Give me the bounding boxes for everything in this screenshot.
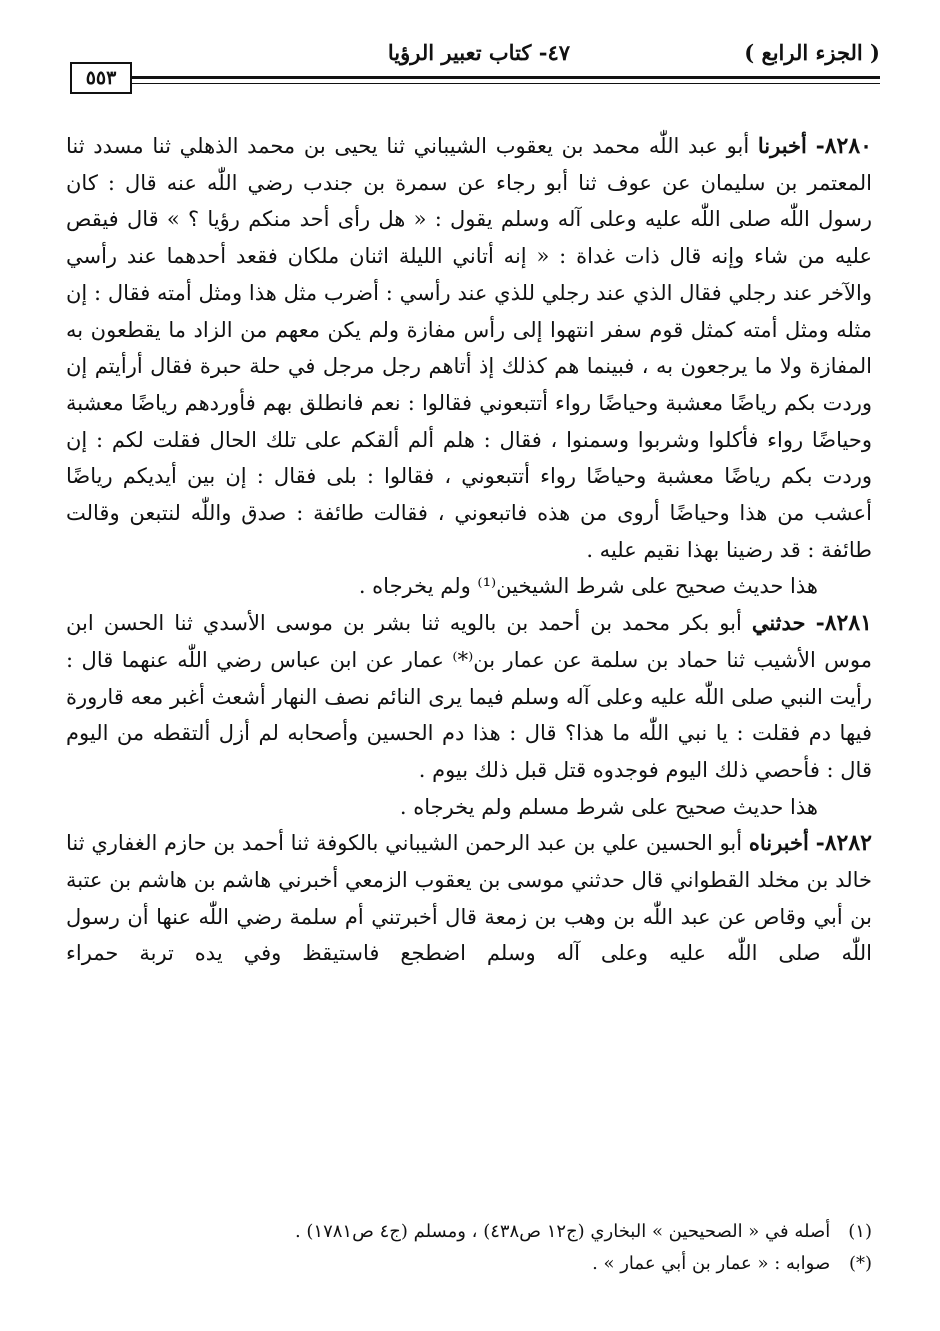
hadith-number: ٨٢٨٢- <box>815 830 872 857</box>
footnote-marker: (*) <box>848 1253 872 1274</box>
footnote-marker: (١) <box>848 1221 872 1242</box>
hadith-text: أبو عبد اللّٰه محمد بن يعقوب الشيباني ثنا يحيى بن محمد الذهلي ثنا مسدد ثنا المعتمر بن سليمان عن عوف ثنا أبو رجاء عن سمرة بن جندب رضي اللّٰه عنه قال : كان رسول اللّٰه صلى اللّٰه عليه وعلى آله وسلم يقول : « هل رأى أحد منكم رؤيا ؟ » قال فيقص عليه من شاء وإنه قال ذات غداة : « إنه أتاني الليلة اثنان ملكان فقعد أحدهما عند رأسي والآخر عند رجلي فقال الذي عند رجلي للذي عند رأسي : أضرب مثل هذا ومثل أمته فقال : إن مثله ومثل أمته كمثل قوم سفر انتهوا إلى رأس مفازة ولم يكن معهم من الزاد ما يقطعون به المفازة ولا ما يرجعون به ، فبينما هم كذلك إذ أتاهم رجل مرجل في حلة حبرة فقال أرأيتم إن وردت بكم رياضًا معشبة وحياضًا رواء أتتبعوني فقالوا : نعم فانطلق بهم فأوردهم رياضًا معشبة وحياضًا رواء فأكلوا وشربوا وسمنوا ، فقال : هلم ألم ألقكم على تلك الحال فقلت لكم : إن وردت بكم رياضًا معشبة وحياضًا رواء أتتبعوني ، فقالوا : بلى فقال : إن بين أيديكم رياضًا أعشب من هذا وحياضًا أروى من هذه فاتبعوني ، فقالت طائفة : صدق واللّٰه لنتبعن وقالت طائفة : قد رضينا بهذا نقيم عليه . <box>66 134 872 562</box>
header-rule-thick <box>130 76 880 79</box>
hadith-8281 <box>66 605 872 789</box>
narration-verb: حدثني <box>751 610 806 636</box>
running-header <box>60 38 880 89</box>
narration-verb: أخبرناه <box>748 830 809 856</box>
header-rule-thin <box>130 83 880 84</box>
footnote-1 <box>66 1216 872 1248</box>
chapter-title: ٤٧- كتاب تعبير الرؤيا <box>387 40 570 65</box>
footnote-star <box>66 1248 872 1280</box>
footnote-text: صوابه : « عمار بن أبي عمار » . <box>592 1253 831 1274</box>
footnotes <box>66 1216 872 1280</box>
hadith-8282 <box>66 825 872 972</box>
footnote-text: أصله في « الصحيحين » البخاري (ج١٢ ص٤٣٨) ، ومسلم (ج٤ ص١٧٨١) . <box>294 1221 831 1242</box>
hadith-text: أبو بكر محمد بن أحمد بن بالويه ثنا بشر بن موسى الأسدي ثنا الحسن ابن موس الأشيب ثنا حماد بن سلمة عن عمار بن⁽*⁾ عمار عن ابن عباس رضي اللّٰه عنهما قال : رأيت النبي صلى اللّٰه عليه وعلى آله وسلم فيما يرى النائم نصف النهار أشعث أغبر معه قارورة فيها دم فقلت : يا نبي اللّٰه ما هذا؟ قال : هذا دم الحسين وأصحابه لم أزل ألتقطه من اليوم قال : فأحصي ذلك اليوم فوجدوه قتل قبل ذلك بيوم . <box>66 611 872 782</box>
hadith-number: ٨٢٨١- <box>815 610 872 637</box>
hadith-grading: هذا حديث صحيح على شرط مسلم ولم يخرجاه . <box>399 794 818 819</box>
page-number: ٥٥٣ <box>70 62 132 94</box>
hadith-grading: هذا حديث صحيح على شرط الشيخين⁽¹⁾ ولم يخرجاه . <box>358 574 818 599</box>
volume-title: ( الجزء الرابع ) <box>744 40 880 65</box>
hadith-text: أبو الحسين علي بن عبد الرحمن الشيباني بالكوفة ثنا أحمد بن حازم الغفاري ثنا خالد بن مخلد القطواني قال حدثني موسى بن يعقوب الزمعي أخبرني هاشم بن هاشم بن عتبة بن أبي وقاص عن عبد اللّٰه بن وهب بن زمعة قال أخبرتني أم سلمة رضي اللّٰه عنها أن رسول اللّٰه صلى اللّٰه عليه وعلى آله وسلم اضطجع فاستيقظ وفي يده تربة حمراء <box>66 831 872 966</box>
hadith-8280 <box>66 128 872 568</box>
narration-verb: أخبرنا <box>757 133 807 158</box>
main-text <box>66 128 872 972</box>
hadith-number: ٨٢٨٠- <box>815 133 872 159</box>
